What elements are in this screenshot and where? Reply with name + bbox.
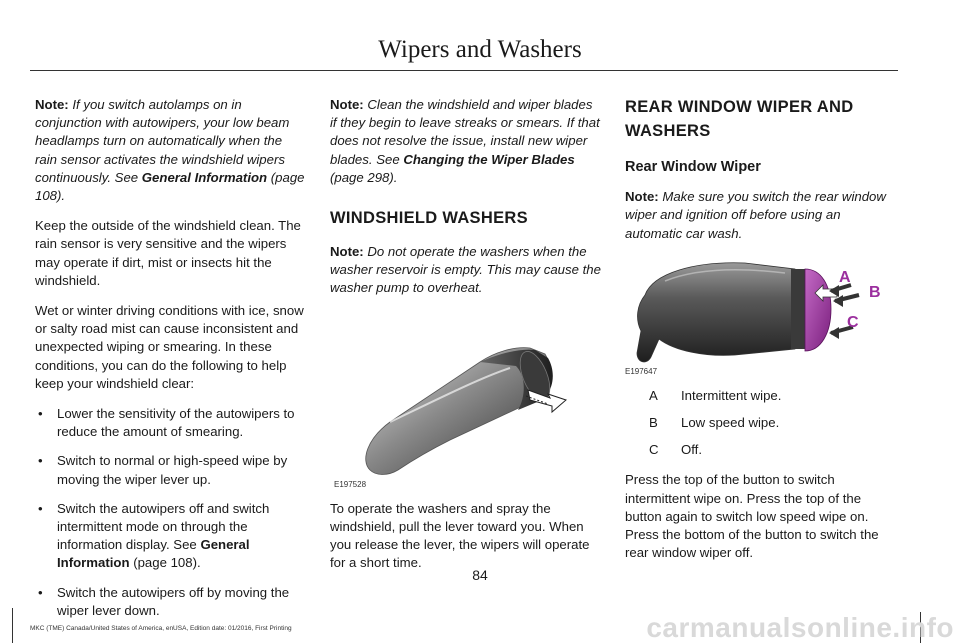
xref-general-information-link[interactable]: General Information: [57, 537, 250, 571]
xref-page: (page 108).: [129, 555, 201, 571]
note-text: Clean the windshield and wiper blades if they begin to leave streaks or smears. If that does not resolve the issue, install new wiper blades. See: [330, 97, 600, 167]
note-label: Note:: [330, 244, 364, 260]
note-label: Note:: [625, 189, 659, 205]
xref-page: (page 298).: [330, 169, 398, 185]
callout-row: [625, 387, 897, 405]
callout-text: Intermittent wipe.: [681, 387, 782, 403]
bullet-icon: •: [38, 406, 43, 422]
watermark: carmanualsonline.info: [646, 612, 954, 643]
paragraph-button-operation: Press the top of the button to switch intermittent wipe on. Press the top of the button again to switch low speed wipe on. Press the bottom of the button to switch the rear window wiper off.: [625, 472, 879, 561]
paragraph-winter-driving: Wet or winter driving conditions with ice, snow or salty road mist can cause inconsistent and unexpected wiping or smearing. In these conditions, you can do the following to help keep your windshield clear:: [35, 303, 304, 391]
note-autolamps: [35, 96, 307, 205]
column-middle: [330, 96, 602, 584]
xref-general-information-link[interactable]: General Information: [141, 169, 268, 185]
list-item-text: Lower the sensitivity of the autowipers to reduce the amount of smearing.: [57, 406, 295, 440]
note-text: Make sure you switch the rear window wiper and ignition off before using an automatic car wash.: [625, 189, 886, 241]
callout-row: [625, 441, 897, 459]
wiper-lever-illustration: [330, 310, 602, 490]
xref-changing-wiper-blades-link[interactable]: Changing the Wiper Blades: [403, 151, 575, 167]
figure-id: E197528: [334, 479, 367, 489]
list-item: [35, 405, 307, 441]
callout-text: Off.: [681, 442, 703, 458]
list-item-text: Switch to normal or high-speed wipe by moving the wiper lever up.: [57, 453, 288, 487]
callout-row: [625, 414, 897, 432]
header-rule: [30, 70, 898, 71]
section-heading-rear-wiper-line1: REAR WINDOW WIPER AND: [625, 98, 854, 116]
list-item-text: Switch the autowipers off and switch intermittent mode on through the information display. See: [57, 500, 270, 553]
list-item: [35, 584, 307, 620]
xref-page: (page 108).: [35, 169, 305, 204]
note-text: If you switch autolamps on in conjunction with autowipers, your low beam headlamps turn on automatically when the rain sensor activates the windshield wipers continuously. See: [35, 97, 290, 185]
figure-id: E197647: [625, 366, 658, 376]
page-title: Wipers and Washers: [378, 36, 582, 63]
subheading-rear-window-wiper: Rear Window Wiper: [625, 159, 761, 175]
bullet-icon: •: [38, 584, 43, 600]
figure-wiper-lever: [330, 310, 602, 490]
bullet-icon: •: [38, 453, 43, 469]
callout-text: Low speed wipe.: [681, 415, 780, 431]
paragraph-operate-washers: To operate the washers and spray the windshield, pull the lever toward you. When you release the lever, the wipers will operate for a short time.: [330, 500, 590, 571]
section-heading-rear-wiper-line2: WASHERS: [625, 122, 711, 140]
bullet-icon: •: [38, 500, 43, 516]
note-label: Note:: [330, 97, 364, 112]
note-label: Note:: [35, 97, 69, 112]
callout-label-c: C: [847, 313, 859, 331]
figure-rear-wiper-button: [625, 255, 897, 376]
callout-letter: A: [649, 387, 658, 403]
rear-wiper-button-illustration: [625, 255, 897, 373]
list-item: [35, 500, 307, 573]
bullet-list: [35, 405, 307, 620]
edition-footer: MKC (TME) Canada/United States of America, enUSA, Edition date: 01/2016, First Printing: [30, 625, 292, 632]
callout-list: [625, 387, 897, 460]
paragraph-clean-windshield: Keep the outside of the windshield clean. The rain sensor is very sensitive and the wipers may operate if dirt, mist or insects hit the windshield.: [35, 218, 301, 288]
callout-label-b: B: [869, 283, 881, 301]
note-text: Do not operate the washers when the washer reservoir is empty. This may cause the washer pump to overheat.: [330, 244, 601, 296]
list-item-text: Switch the autowipers off by moving the wiper lever down.: [57, 584, 290, 618]
callout-letter: C: [649, 442, 659, 458]
page-number: 84: [472, 567, 488, 583]
section-heading-windshield-washers: WINDSHIELD WASHERS: [330, 209, 528, 228]
column-left: [35, 96, 307, 631]
column-right: [625, 96, 897, 574]
note-car-wash: [625, 188, 897, 243]
note-washer-reservoir: [330, 243, 602, 298]
crop-mark: [12, 608, 13, 643]
list-item: [35, 452, 307, 488]
note-clean-blades: [330, 96, 602, 187]
callout-label-a: A: [839, 268, 851, 286]
callout-letter: B: [649, 415, 658, 431]
